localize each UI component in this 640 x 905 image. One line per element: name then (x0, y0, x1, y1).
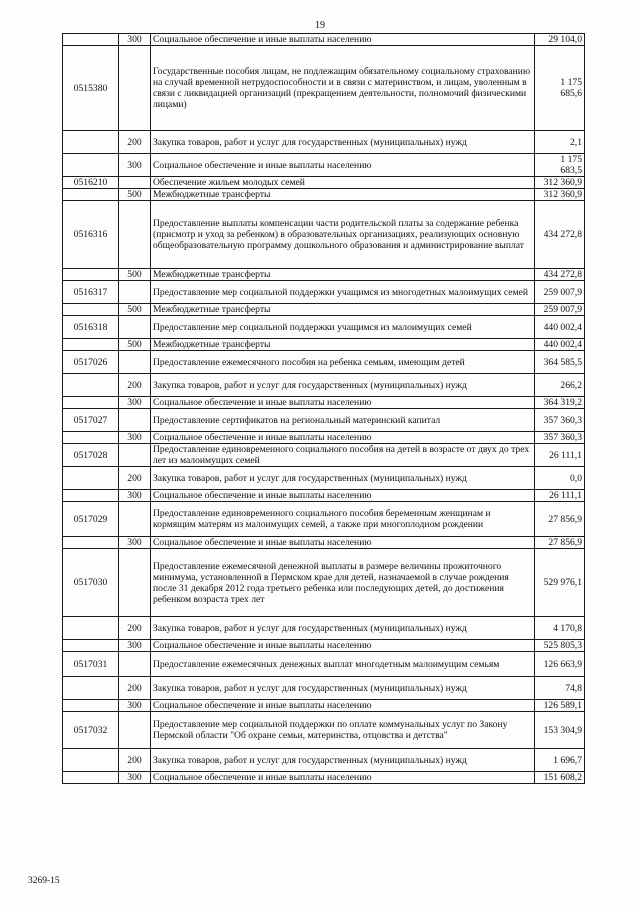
amount-cell: 434 272,8 (535, 201, 585, 269)
budget-code-cell (63, 700, 119, 712)
table-row (63, 549, 585, 617)
table-row (63, 700, 585, 712)
amount-cell: 153 304,9 (535, 712, 585, 749)
budget-code-cell (63, 397, 119, 409)
expense-kind-cell: 200 (119, 617, 151, 640)
budget-code-cell (63, 34, 119, 46)
budget-code-cell: 0515380 (63, 46, 119, 131)
amount-cell: 259 007,9 (535, 281, 585, 304)
description-cell: Закупка товаров, работ и услуг для государственных (муниципальных) нужд (151, 374, 535, 397)
amount-cell: 434 272,8 (535, 269, 585, 281)
expense-kind-cell: 500 (119, 189, 151, 201)
budget-code-cell: 0517029 (63, 502, 119, 537)
table-row (63, 772, 585, 784)
description-cell: Межбюджетные трансферты (151, 269, 535, 281)
description-cell: Закупка товаров, работ и услуг для государственных (муниципальных) нужд (151, 131, 535, 154)
budget-code-cell (63, 772, 119, 784)
amount-cell: 364 319,2 (535, 397, 585, 409)
description-cell: Предоставление сертификатов на региональный материнский капитал (151, 409, 535, 432)
description-cell: Социальное обеспечение и иные выплаты населению (151, 772, 535, 784)
amount-cell: 151 608,2 (535, 772, 585, 784)
description-cell: Межбюджетные трансферты (151, 339, 535, 351)
expense-kind-cell (119, 444, 151, 467)
table-row (63, 409, 585, 432)
table-row (63, 34, 585, 46)
table-row (63, 269, 585, 281)
amount-cell: 440 002,4 (535, 316, 585, 339)
budget-code-cell (63, 677, 119, 700)
budget-code-cell (63, 467, 119, 490)
table-row (63, 281, 585, 304)
amount-cell: 26 111,1 (535, 490, 585, 502)
table-row (63, 189, 585, 201)
description-cell: Государственные пособия лицам, не подлежащим обязательному социальному страхованию на случай временной нетрудоспособности и в связи с материнством, и лицам, уволенным в связи с ликвидацией организаций (прекращением деятельности, полномочий физическими лицами) (151, 46, 535, 131)
expense-kind-cell: 200 (119, 677, 151, 700)
description-cell: Предоставление единовременного социального пособия на детей в возрасте от двух до трех лет из малоимущих семей (151, 444, 535, 467)
description-cell: Предоставление единовременного социального пособия беременным женщинам и кормящим матерям из малоимущих семей, а также при многоплодном рождении (151, 502, 535, 537)
budget-code-cell: 0517032 (63, 712, 119, 749)
expense-kind-cell: 300 (119, 34, 151, 46)
description-cell: Социальное обеспечение и иные выплаты населению (151, 432, 535, 444)
description-cell: Закупка товаров, работ и услуг для государственных (муниципальных) нужд (151, 749, 535, 772)
table-row (63, 617, 585, 640)
table-row (63, 339, 585, 351)
amount-cell: 312 360,9 (535, 177, 585, 189)
description-cell: Межбюджетные трансферты (151, 304, 535, 316)
expense-kind-cell: 300 (119, 640, 151, 652)
table-row (63, 374, 585, 397)
expense-kind-cell (119, 652, 151, 677)
budget-code-cell (63, 617, 119, 640)
budget-code-cell (63, 339, 119, 351)
amount-cell: 74,8 (535, 677, 585, 700)
table-row (63, 351, 585, 374)
amount-cell: 529 976,1 (535, 549, 585, 617)
expense-kind-cell: 200 (119, 467, 151, 490)
footer-document-code: 3269-15 (28, 876, 60, 886)
amount-cell: 0,0 (535, 467, 585, 490)
description-cell: Предоставление мер социальной поддержки по оплате коммунальных услуг по Закону Пермской области "Об охране семьи, материнства, отцовства и детства" (151, 712, 535, 749)
expense-kind-cell (119, 316, 151, 339)
expense-kind-cell: 300 (119, 490, 151, 502)
amount-cell: 1 175 683,5 (535, 154, 585, 177)
budget-code-cell (63, 154, 119, 177)
amount-cell: 1 175 685,6 (535, 46, 585, 131)
expense-kind-cell (119, 177, 151, 189)
expense-kind-cell: 500 (119, 269, 151, 281)
expense-kind-cell (119, 201, 151, 269)
budget-table (62, 33, 585, 784)
amount-cell: 357 360,3 (535, 432, 585, 444)
expense-kind-cell: 200 (119, 374, 151, 397)
table-row (63, 154, 585, 177)
table-row (63, 677, 585, 700)
amount-cell: 26 111,1 (535, 444, 585, 467)
description-cell: Предоставление мер социальной поддержки учащимся из многодетных малоимущих семей (151, 281, 535, 304)
expense-kind-cell: 200 (119, 749, 151, 772)
amount-cell: 27 856,9 (535, 537, 585, 549)
table-row (63, 467, 585, 490)
description-cell: Социальное обеспечение и иные выплаты населению (151, 700, 535, 712)
description-cell: Закупка товаров, работ и услуг для государственных (муниципальных) нужд (151, 617, 535, 640)
expense-kind-cell: 200 (119, 131, 151, 154)
budget-code-cell: 0517028 (63, 444, 119, 467)
description-cell: Социальное обеспечение и иные выплаты населению (151, 490, 535, 502)
table-row (63, 749, 585, 772)
amount-cell: 259 007,9 (535, 304, 585, 316)
amount-cell: 27 856,9 (535, 502, 585, 537)
amount-cell: 525 805,3 (535, 640, 585, 652)
budget-code-cell (63, 749, 119, 772)
description-cell: Закупка товаров, работ и услуг для государственных (муниципальных) нужд (151, 467, 535, 490)
description-cell: Предоставление выплаты компенсации части родительской платы за содержание ребенка (присмотр и уход за ребенком) в образовательных организациях, реализующих основную общеобразовательную программу дошкольного образования и администрирование выплат (151, 201, 535, 269)
description-cell: Социальное обеспечение и иные выплаты населению (151, 640, 535, 652)
description-cell: Обеспечение жильем молодых семей (151, 177, 535, 189)
description-cell: Закупка товаров, работ и услуг для государственных (муниципальных) нужд (151, 677, 535, 700)
description-cell: Социальное обеспечение и иные выплаты населению (151, 154, 535, 177)
description-cell: Предоставление ежемесячного пособия на ребенка семьям, имеющим детей (151, 351, 535, 374)
description-cell: Социальное обеспечение и иные выплаты населению (151, 537, 535, 549)
budget-code-cell (63, 537, 119, 549)
description-cell: Предоставление ежемесячных денежных выплат многодетным малоимущим семьям (151, 652, 535, 677)
page-number: 19 (315, 20, 325, 31)
expense-kind-cell (119, 281, 151, 304)
description-cell: Предоставление мер социальной поддержки учащимся из малоимущих семей (151, 316, 535, 339)
amount-cell: 126 663,9 (535, 652, 585, 677)
budget-code-cell (63, 432, 119, 444)
amount-cell: 357 360,3 (535, 409, 585, 432)
budget-code-cell: 0516210 (63, 177, 119, 189)
table-row (63, 712, 585, 749)
table-row (63, 502, 585, 537)
table-row (63, 432, 585, 444)
budget-code-cell: 0517027 (63, 409, 119, 432)
description-cell: Предоставление ежемесячной денежной выплаты в размере величины прожиточного минимума, установленной в Пермском крае для детей, назначаемой в случае рождения после 31 декабря 2012 года третьего ребенка или последующих детей, до достижения ребенком возраста трех лет (151, 549, 535, 617)
table-row (63, 316, 585, 339)
expense-kind-cell: 300 (119, 700, 151, 712)
amount-cell: 4 170,8 (535, 617, 585, 640)
table-row (63, 304, 585, 316)
amount-cell: 440 002,4 (535, 339, 585, 351)
table-row (63, 131, 585, 154)
expense-kind-cell: 300 (119, 154, 151, 177)
expense-kind-cell (119, 351, 151, 374)
table-row (63, 652, 585, 677)
expense-kind-cell: 300 (119, 397, 151, 409)
expense-kind-cell (119, 409, 151, 432)
table-row (63, 490, 585, 502)
budget-code-cell (63, 374, 119, 397)
expense-kind-cell: 500 (119, 304, 151, 316)
table-row (63, 537, 585, 549)
expense-kind-cell: 300 (119, 432, 151, 444)
amount-cell: 266,2 (535, 374, 585, 397)
budget-code-cell (63, 269, 119, 281)
description-cell: Социальное обеспечение и иные выплаты населению (151, 34, 535, 46)
amount-cell: 126 589,1 (535, 700, 585, 712)
expense-kind-cell: 300 (119, 772, 151, 784)
budget-code-cell: 0516317 (63, 281, 119, 304)
amount-cell: 364 585,5 (535, 351, 585, 374)
budget-code-cell: 0517026 (63, 351, 119, 374)
expense-kind-cell (119, 712, 151, 749)
expense-kind-cell (119, 549, 151, 617)
amount-cell: 312 360,9 (535, 189, 585, 201)
budget-code-cell (63, 640, 119, 652)
budget-code-cell: 0516318 (63, 316, 119, 339)
expense-kind-cell (119, 46, 151, 131)
table-row (63, 397, 585, 409)
amount-cell: 2,1 (535, 131, 585, 154)
description-cell: Межбюджетные трансферты (151, 189, 535, 201)
budget-code-cell (63, 490, 119, 502)
budget-code-cell: 0517031 (63, 652, 119, 677)
budget-code-cell: 0517030 (63, 549, 119, 617)
budget-code-cell: 0516316 (63, 201, 119, 269)
budget-code-cell (63, 131, 119, 154)
table-row (63, 640, 585, 652)
table-row (63, 444, 585, 467)
expense-kind-cell: 300 (119, 537, 151, 549)
description-cell: Социальное обеспечение и иные выплаты населению (151, 397, 535, 409)
table-row (63, 177, 585, 189)
table-row (63, 201, 585, 269)
expense-kind-cell (119, 502, 151, 537)
budget-code-cell (63, 189, 119, 201)
budget-code-cell (63, 304, 119, 316)
expense-kind-cell: 500 (119, 339, 151, 351)
amount-cell: 1 696,7 (535, 749, 585, 772)
table-row (63, 46, 585, 131)
amount-cell: 29 104,0 (535, 34, 585, 46)
